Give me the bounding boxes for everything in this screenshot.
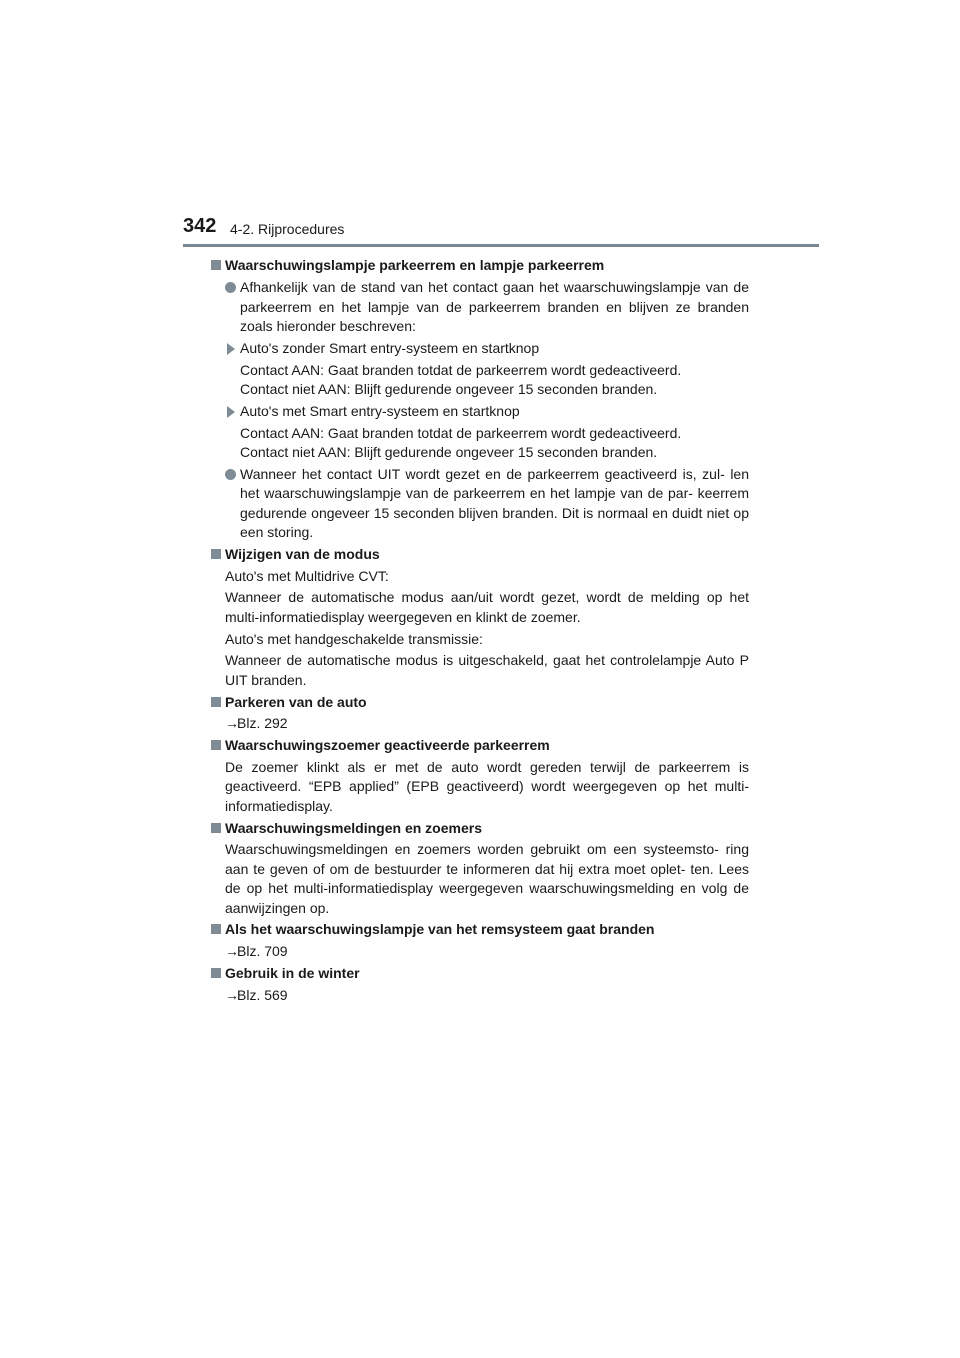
square-bullet-icon <box>211 823 221 833</box>
paragraph: Waarschuwingsmeldingen en zoemers worden gebruikt om een systeemsto- ring aan te geven of om de bestuurder te informeren dat hij extra moet oplet- ten. Lees de op het multi-informatiedisplay weergegeven waarschuwingsmelding en volg de aanwijzingen op. <box>225 841 749 916</box>
bullet-text: Wanneer het contact UIT wordt gezet en de parkeerrem geactiveerd is, zul- len het waarschuwingslampje van de parkeerrem en het lampje van de par- keerrem gedurende ongeveer 15 seconden blijven branden. Dit is normaal en duidt niet op een storing. <box>240 465 749 541</box>
detail-line <box>240 361 749 400</box>
reference-text: Blz. 709 <box>237 943 288 960</box>
header-divider <box>183 244 819 247</box>
page-reference[interactable] <box>225 714 749 733</box>
paragraph: Auto's met Multidrive CVT: <box>225 567 389 584</box>
paragraph: De zoemer klinkt als er met de auto wordt gereden terwijl de parkeerrem is geactiveerd. “EPB applied” (EPB geactiveerd) wordt weergegeven op het multi-informatiedisplay. <box>225 759 749 814</box>
triangle-bullet-icon <box>227 343 235 355</box>
paragraph: Wanneer de automatische modus aan/uit wordt gezet, wordt de melding op het multi-informatiedisplay weergegeven en klinkt de zoemer. <box>225 589 749 625</box>
heading-text: Gebruik in de winter <box>225 965 360 982</box>
section-heading-parking <box>211 693 749 712</box>
detail-text: Contact AAN: Gaat branden totdat de parkeerrem wordt gedeactiveerd. <box>240 361 682 378</box>
heading-text: Parkeren van de auto <box>225 693 367 710</box>
detail-text: Contact niet AAN: Blijft gedurende ongeveer 15 seconden branden. <box>240 381 658 397</box>
heading-text: Als het waarschuwingslampje van het remsysteem gaat branden <box>225 921 655 938</box>
page-reference[interactable] <box>225 986 749 1005</box>
paragraph: Auto's met handgeschakelde transmissie: <box>225 630 483 647</box>
bullet-item <box>225 278 749 336</box>
sub-item <box>227 402 749 421</box>
page-reference[interactable] <box>225 942 749 961</box>
page-number: 342 <box>183 215 217 237</box>
square-bullet-icon <box>211 260 221 270</box>
reference-text: Blz. 292 <box>237 715 288 732</box>
bullet-item <box>225 465 749 543</box>
section-heading-winter-use <box>211 964 749 983</box>
section-heading-mode-change <box>211 545 749 564</box>
heading-text: Waarschuwingszoemer geactiveerde parkeerrem <box>225 737 550 754</box>
square-bullet-icon <box>211 924 221 934</box>
square-bullet-icon <box>211 740 221 750</box>
heading-text: Wijzigen van de modus <box>225 545 380 562</box>
section-heading-brake-buzzer <box>211 736 749 755</box>
page-content <box>211 254 749 1005</box>
square-bullet-icon <box>211 968 221 978</box>
right-arrow-icon: → <box>225 715 239 732</box>
reference-text: Blz. 569 <box>237 986 288 1003</box>
bullet-text: Afhankelijk van de stand van het contact gaan het waarschuwingslampje van de parkeerrem en het lampje van de parkeerrem branden en blijven ze branden zoals hieronder beschreven: <box>240 279 749 334</box>
right-arrow-icon: → <box>225 986 239 1003</box>
heading-text: Waarschuwingsmeldingen en zoemers <box>225 819 482 836</box>
square-bullet-icon <box>211 549 221 559</box>
section-heading-parking-brake-lamp <box>211 256 749 275</box>
section-heading-brake-warning-lamp <box>211 920 749 939</box>
heading-text: Waarschuwingslampje parkeerrem en lampje parkeerrem <box>225 257 605 274</box>
sub-item <box>227 339 749 358</box>
detail-text: Contact niet AAN: Blijft gedurende ongeveer 15 seconden branden. <box>240 444 658 460</box>
detail-line <box>240 424 749 463</box>
round-bullet-icon <box>225 469 236 480</box>
sub-item-text: Auto's met Smart entry-systeem en startknop <box>240 402 520 419</box>
section-title: 4-2. Rijprocedures <box>230 221 345 237</box>
right-arrow-icon: → <box>225 943 239 960</box>
detail-text: Contact AAN: Gaat branden totdat de parkeerrem wordt gedeactiveerd. <box>240 424 682 441</box>
paragraph: Wanneer de automatische modus is uitgeschakeld, gaat het controlelampje Auto P UIT branden. <box>225 652 749 688</box>
square-bullet-icon <box>211 697 221 707</box>
round-bullet-icon <box>225 282 236 293</box>
section-heading-warning-messages <box>211 819 749 838</box>
triangle-bullet-icon <box>227 406 235 418</box>
sub-item-text: Auto's zonder Smart entry-systeem en startknop <box>240 339 540 356</box>
page-header <box>183 214 819 248</box>
